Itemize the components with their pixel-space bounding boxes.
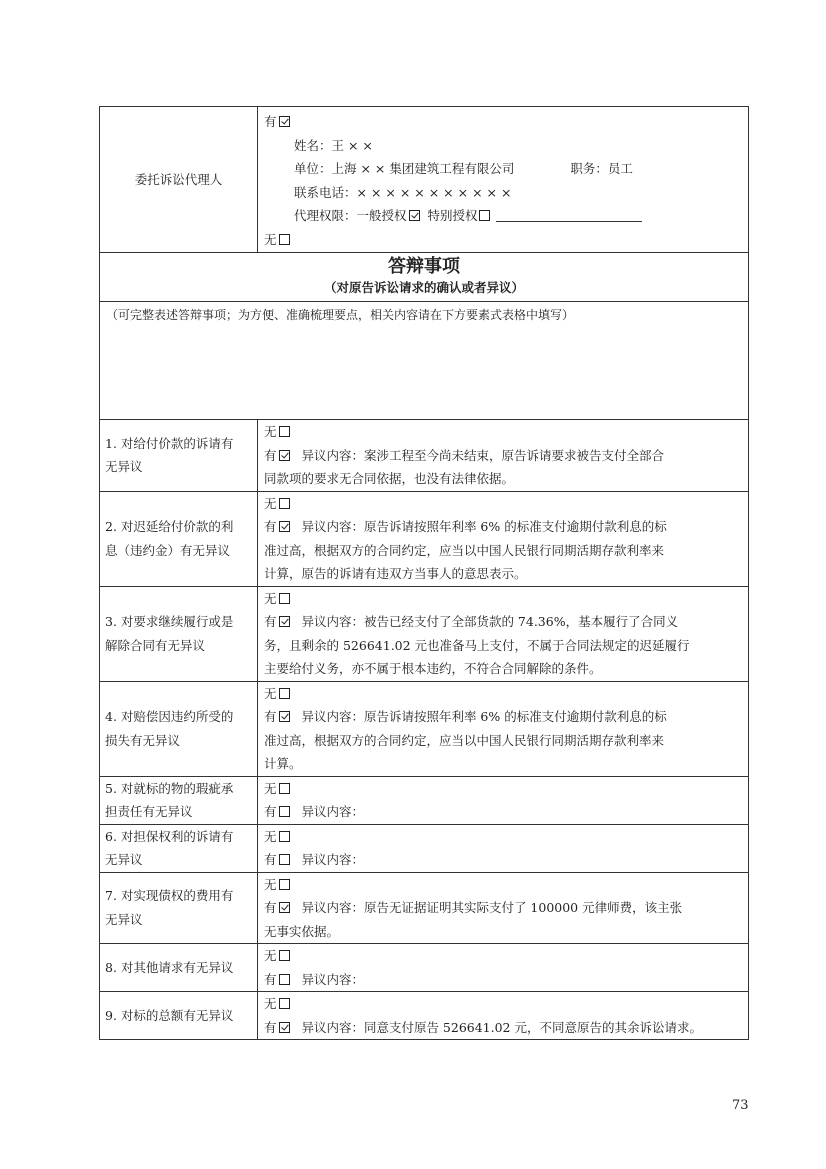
unchecked-box-icon [279,806,290,817]
unchecked-box-icon [279,498,290,509]
item-label: 2. 对迟延给付价款的利 息（违约金）有无异议 [100,491,258,586]
item-label: 6. 对担保权利的诉请有 无异议 [100,824,258,872]
item-row [100,992,749,1040]
item-response: 无 有 异议内容：原告诉请按照年利率 6% 的标准支付逾期付款利息的标 准过高，根据双方的合同约定，应当以中国人民银行同期活期存款利率来 计算。 [258,681,749,776]
fill-in-line [496,207,642,222]
agent-phone: 联系电话：× × × × × × × × × × × [294,184,512,200]
item-response: 无 有 异议内容：原告无证据证明其实际支付了 100000 元律师费，该主张 无事实依据。 [258,872,749,944]
checked-box-icon [279,450,290,461]
section-subtitle: （对原告诉讼请求的确认或者异议） [323,280,524,295]
checked-box-icon [279,711,290,722]
objection-text: 异议内容：原告诉请按照年利率 6% 的标准支付逾期付款利息的标 [301,709,667,724]
agent-name: 姓名：王 × × [294,137,373,153]
agent-row [100,107,749,253]
unchecked-box-icon [279,950,290,961]
agent-label: 委托诉讼代理人 [100,107,258,253]
item-response: 无 有 异议内容： [258,776,749,824]
item-response: 无 有 异议内容：被告已经支付了全部货款的 74.36%，基本履行了合同义 务，且剩余的 526641.02 元也准备马上支付，不属于合同法规定的迟延履行 主要给付义务，亦不属于根本违约，不符合合同解除的条件。 [258,586,749,681]
checked-box-icon [279,1022,290,1033]
objection-text: 异议内容：案涉工程至今尚未结束，原告诉请要求被告支付全部合 [301,447,664,463]
objection-text: 计算。 [264,756,302,771]
item-row [100,586,749,681]
answer-form [99,106,748,1040]
objection-text: 异议内容： [301,971,364,987]
objection-text: 异议内容： [301,804,364,819]
checked-box-icon [279,616,290,627]
item-label: 5. 对就标的物的瑕疵承 担责任有无异议 [100,776,258,824]
unchecked-box-icon [279,426,290,437]
unchecked-box-icon [479,210,490,221]
item-response: 无 有 异议内容：案涉工程至今尚未结束，原告诉请要求被告支付全部合 同款项的要求无合同依据，也没有法律依据。 [258,420,749,492]
form-table [99,106,749,1040]
unchecked-box-icon [279,879,290,890]
item-label: 9. 对标的总额有无异议 [100,992,258,1040]
agent-unit: 单位：上海 × × 集团建筑工程有限公司 职务：员工 [294,161,633,176]
item-label: 3. 对要求继续履行或是 解除合同有无异议 [100,586,258,681]
unchecked-box-icon [279,998,290,1009]
unchecked-box-icon [279,234,290,245]
item-response: 无 有 异议内容：同意支付原告 526641.02 元，不同意原告的其余诉讼请求。 [258,992,749,1040]
objection-text: 异议内容：原告诉请按照年利率 6% 的标准支付逾期付款利息的标 [301,519,667,534]
item-response: 无 有 异议内容： [258,944,749,992]
objection-text: 异议内容：同意支付原告 526641.02 元，不同意原告的其余诉讼请求。 [301,1019,702,1035]
checked-box-icon [409,210,420,221]
agent-details: 有 姓名：王 × × 单位：上海 × × 集团建筑工程有限公司 职务：员工 联系电话：× × × × × × × × × × × 代理权限：一般授权 特别授权 无 [258,107,749,253]
page-number: 73 [732,1098,749,1113]
item-row [100,681,749,776]
checked-box-icon [279,116,290,127]
agent-authority: 代理权限：一般授权 特别授权 [264,204,742,228]
item-row [100,420,749,492]
item-label: 7. 对实现债权的费用有 无异议 [100,872,258,944]
checked-box-icon [279,902,290,913]
objection-text: 同款项的要求无合同依据，也没有法律依据。 [264,471,515,486]
item-row [100,944,749,992]
note-row [100,302,749,420]
objection-text: 准过高，根据双方的合同约定，应当以中国人民银行同期活期存款利率来 [264,542,665,558]
unchecked-box-icon [279,783,290,794]
item-label: 8. 对其他请求有无异议 [100,944,258,992]
objection-text: 异议内容：被告已经支付了全部货款的 74.36%，基本履行了合同义 [301,614,679,629]
objection-text: 异议内容： [301,852,364,867]
objection-text: 准过高，根据双方的合同约定，应当以中国人民银行同期活期存款利率来 [264,732,665,748]
item-row [100,872,749,944]
unchecked-box-icon [279,974,290,985]
unchecked-box-icon [279,854,290,865]
unchecked-box-icon [279,688,290,699]
item-response: 无 有 异议内容：原告诉请按照年利率 6% 的标准支付逾期付款利息的标 准过高，根据双方的合同约定，应当以中国人民银行同期活期存款利率来 计算，原告的诉请有违双方当事人的意思表示。 [258,491,749,586]
section-title: 答辩事项 [388,256,460,277]
checked-box-icon [279,521,290,532]
items-body [100,420,749,1040]
section-note: （可完整表述答辩事项；为方便、准确梳理要点，相关内容请在下方要素式表格中填写） [100,302,749,420]
agent-position: 职务：员工 [570,161,633,176]
unchecked-box-icon [279,831,290,842]
objection-text: 主要给付义务，亦不属于根本违约，不符合合同解除的条件。 [264,661,602,676]
item-response: 无 有 异议内容： [258,824,749,872]
item-row [100,824,749,872]
item-label: 4. 对赔偿因违约所受的 损失有无异议 [100,681,258,776]
item-label: 1. 对给付价款的诉请有 无异议 [100,420,258,492]
objection-text: 无事实依据。 [264,923,340,939]
section-header [100,253,749,302]
objection-text: 计算，原告的诉请有违双方当事人的意思表示。 [264,566,527,581]
unchecked-box-icon [279,593,290,604]
objection-text: 异议内容：原告无证据证明其实际支付了 100000 元律师费，该主张 [301,900,683,915]
item-row [100,776,749,824]
item-row [100,491,749,586]
objection-text: 务，且剩余的 526641.02 元也准备马上支付，不属于合同法规定的迟延履行 [264,637,690,653]
section-header-row [100,253,749,302]
